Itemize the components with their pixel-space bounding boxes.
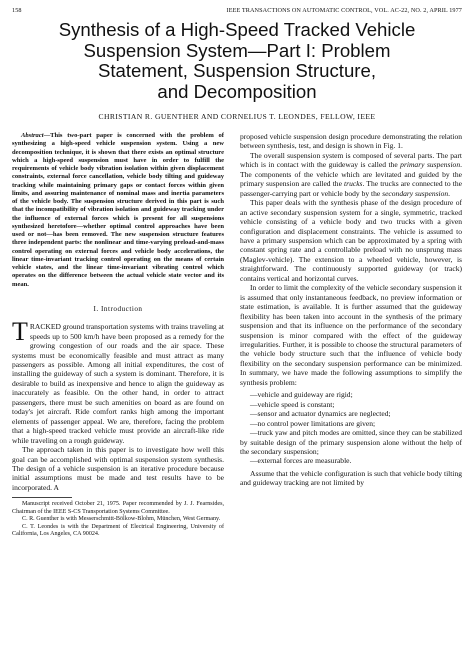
- abstract: [12, 132, 224, 289]
- body-paragraph-1: proposed vehicle suspension design procedure demonstrating the relation between synthesis, test, and design is shown in Fig. 1.: [240, 132, 462, 151]
- body-paragraph-5: Assume that the vehicle configuration is such that vehicle body tilting and guideway tracking are not limited by: [240, 468, 462, 488]
- list-item: —vehicle speed is constant;: [250, 399, 335, 409]
- footnote-manuscript: Manuscript received October 21, 1975. Paper recommended by J. J. Fearnsides, Chairman of the IEEE S-CS Transportation Systems Committee.: [12, 501, 224, 515]
- abstract-lead: Abstract: [21, 132, 44, 139]
- list-item: —external forces are measurable.: [250, 456, 352, 466]
- journal-citation: IEEE TRANSACTIONS ON AUTOMATIC CONTROL, VOL. AC-22, NO. 2, APRIL 1977: [226, 7, 462, 14]
- body-paragraph-3: This paper deals with the synthesis phase of the design procedure of an active secondary suspension system for a single, symmetric, tracked vehicle consisting of a vehicle body and two trucks with a given configuration and displacement constraints. The vehicle is assumed to have a primary suspension which can be approximated by a spring with constant spring rate and a controllable preload with no unsprung mass (Maglev-vehicle). The extension to a wheeled vehicle, however, is straightforward. The continuously supported guideway (or track) contains vertical and horizontal curves.: [240, 198, 462, 283]
- right-column: [240, 132, 462, 488]
- abstract-text: —This two-part paper is concerned with the problem of synthesizing a high-speed vehicle suspension system. Using a new decomposition technique, it is shown that there exists an optimal structure which a high-speed suspension must have in order to fulfill the requirements of vehicle body vibration isolation within given displacement constraints, external force cancellation, vehicle body tilting and guideway tracking while maintaining primary gaps or contact forces within given limits, and assuring maintenance of nominal mass and inertia parameters of the vehicle body. The suspension structure derived in this part is such that the incompatibility of vibration isolation and guideway tracking under the influence of external forces which is present for all suspensions synthesized heretofore—whether optimal control approaches have been used or not—has been removed. The new suspension structure features three independent parts: the nonlinear and time-varying preload-and-mass control operating on external forces and vehicle body accelerations, the linear time-invariant tracking control operating on the means of certain vehicle states, and the linear time-invariant vibrating control which operates on the difference between the actual vehicle state vector and its mean.: [12, 132, 224, 288]
- title-line: Synthesis of a High-Speed Tracked Vehicle: [58, 19, 416, 40]
- list-item: —vehicle and guideway are rigid;: [250, 390, 353, 400]
- footnote-author-1: C. R. Guenther is with Messerschmitt-Bölkow-Blohm, München, West Germany.: [22, 516, 221, 523]
- title-line: and Decomposition: [157, 80, 317, 102]
- section-heading: I. Introduction: [93, 304, 143, 313]
- paper-title: [20, 20, 454, 102]
- body-text: The overall suspension system is composed of several parts. The part which is in contact with the guideway is called the: [240, 150, 462, 170]
- intro-paragraph-2: The approach taken in this paper is to investigate how well this goal can be accomplished with optimal suspension system synthesis. The design of a vehicle suspension is an iterative procedure because initial assumptions must be made and test results have to be incorporated. A: [12, 445, 224, 492]
- term-secondary-suspension: secondary suspension: [382, 188, 449, 198]
- footnote-divider: [12, 497, 72, 498]
- page-number: 158: [12, 7, 22, 14]
- list-item: —no control power limitations are given;: [250, 418, 376, 428]
- title-line: Suspension System—Part I: Problem: [83, 39, 391, 61]
- assumption-list: [240, 390, 462, 466]
- drop-cap: T: [12, 317, 28, 347]
- body-text: . The trucks are connected to the passenger-carrying part or vehicle body by the: [240, 179, 463, 198]
- body-paragraph-2: [240, 151, 462, 198]
- list-item: —sensor and actuator dynamics are neglected;: [250, 409, 391, 419]
- term-trucks: trucks: [344, 179, 363, 189]
- left-column: [12, 132, 224, 538]
- term-primary-suspension: primary suspension: [400, 160, 461, 170]
- body-text: .: [448, 188, 451, 198]
- body-text: . The components of the vehicle which are levitated and guided by the primary suspension are called the: [240, 160, 462, 189]
- list-item: —truck yaw and pitch modes are omitted, since they can be stabilized by suitable design of the primary suspension alone without the help of the secondary suspension;: [240, 428, 462, 456]
- intro-paragraph-1-text: RACKED ground transportation systems with trains traveling at speeds up to 500 km/h have been proposed as a remedy for the growing congestion of our roads and the air space. These systems must be economically feasible and must attract as many passengers as possible. Among all initial expenditures, the cost of installing the guideway of such a system is dominant. Therefore, it is desirable to build as inexpensive and hence to align the guideway as inaccurately as feasible. On the other hand, in order to attract passengers, there must be such amenities on board as are found on today's jet aircraft. Ride comfort ranks high among the important elements of passenger appeal. We are, therefore, facing the problem that a high-speed tracked vehicle must provide an aircraft-like ride while traveling on a rough guideway.: [12, 322, 224, 445]
- title-line: Statement, Suspension Structure,: [97, 60, 377, 81]
- running-header: [12, 7, 462, 17]
- author-line: CHRISTIAN R. GUENTHER AND CORNELIUS T. LEONDES, FELLOW, IEEE: [98, 112, 376, 121]
- footnote-author-2: C. T. Leondes is with the Department of Electrical Engineering, University of California, Los Angeles, CA 90024.: [12, 523, 224, 537]
- body-paragraph-4: In order to limit the complexity of the vehicle secondary suspension it is assumed that only instantaneous feedback, no preview information or state estimation, is available. It is further assumed that the guideway flexibility has been taken into account in the synthesis of the primary suspension and that its influence on the performance of the secondary suspension is minor compared with the effect of the guideway irregularities. Further, it is possible to choose the structural parameters of the vehicle body structure such that the influence of vehicle body flexibility on the secondary suspension performance can be minimized. In summary, we have made the following assumptions to simplify the synthesis problem:: [240, 283, 462, 387]
- intro-paragraph-1: [12, 317, 224, 445]
